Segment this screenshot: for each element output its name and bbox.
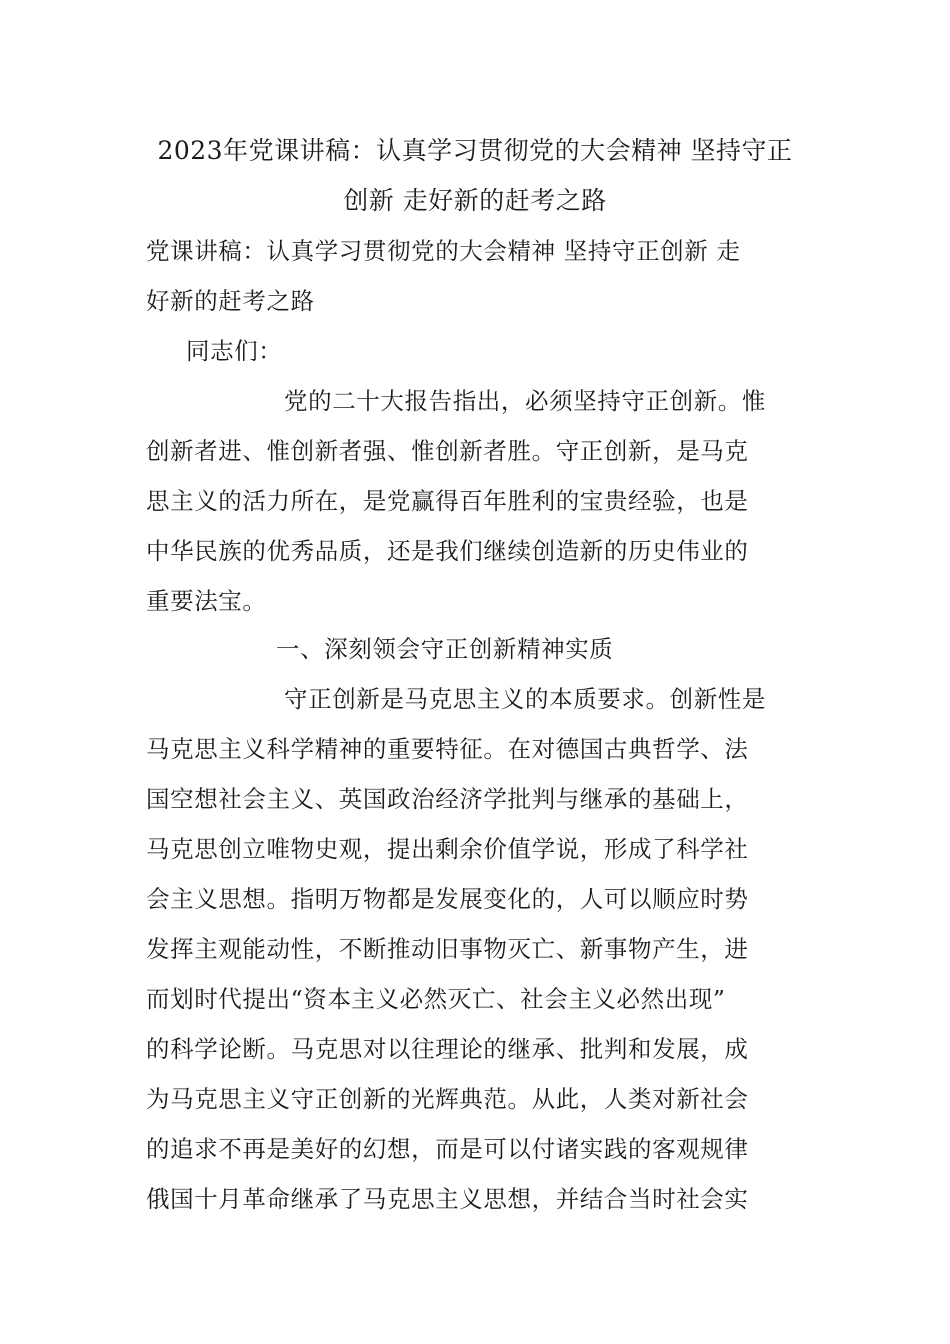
paragraph-2-line: 守正创新是马克思主义的本质要求。创新性是 bbox=[284, 685, 766, 713]
paragraph-2-line: 国空想社会主义、英国政治经济学批判与继承的基础上， bbox=[146, 785, 749, 813]
paragraph-2-line: 俄国十月革命继承了马克思主义思想，并结合当时社会实 bbox=[146, 1185, 749, 1213]
paragraph-2-line: 马克思创立唯物史观，提出剩余价值学说，形成了科学社 bbox=[146, 835, 749, 863]
document-title-line-2: 创新 走好新的赶考之路 bbox=[343, 186, 607, 215]
paragraph-2-line: 马克思主义科学精神的重要特征。在对德国古典哲学、法 bbox=[146, 735, 749, 763]
paragraph-1-line: 党的二十大报告指出，必须坚持守正创新。惟 bbox=[284, 387, 766, 415]
paragraph-2-line: 发挥主观能动性，不断推动旧事物灭亡、新事物产生，进 bbox=[146, 935, 749, 963]
document-title-line-1: 2023年党课讲稿：认真学习贯彻党的大会精神 坚持守正 bbox=[157, 136, 793, 165]
paragraph-2-line: 的科学论断。马克思对以往理论的继承、批判和发展，成 bbox=[146, 1035, 749, 1063]
paragraph-1-line: 思主义的活力所在，是党赢得百年胜利的宝贵经验，也是 bbox=[146, 487, 749, 515]
greeting: 同志们： bbox=[186, 337, 283, 365]
paragraph-1-line: 中华民族的优秀品质，还是我们继续创造新的历史伟业的 bbox=[146, 537, 749, 565]
paragraph-2-line: 的追求不再是美好的幻想，而是可以付诸实践的客观规律 bbox=[146, 1135, 749, 1163]
paragraph-1-line: 创新者进、惟创新者强、惟创新者胜。守正创新，是马克 bbox=[146, 437, 749, 465]
paragraph-1-line: 重要法宝。 bbox=[146, 587, 267, 615]
paragraph-2-line: 会主义思想。指明万物都是发展变化的，人可以顺应时势 bbox=[146, 885, 749, 913]
paragraph-2-line: 为马克思主义守正创新的光辉典范。从此，人类对新社会 bbox=[146, 1085, 749, 1113]
paragraph-2-line: 而划时代提出“资本主义必然灭亡、社会主义必然出现” bbox=[146, 985, 726, 1013]
subtitle-line-2: 好新的赶考之路 bbox=[146, 287, 315, 315]
section-heading: 一、深刻领会守正创新精神实质 bbox=[276, 635, 614, 663]
subtitle-line-1: 党课讲稿：认真学习贯彻党的大会精神 坚持守正创新 走 bbox=[146, 237, 741, 265]
